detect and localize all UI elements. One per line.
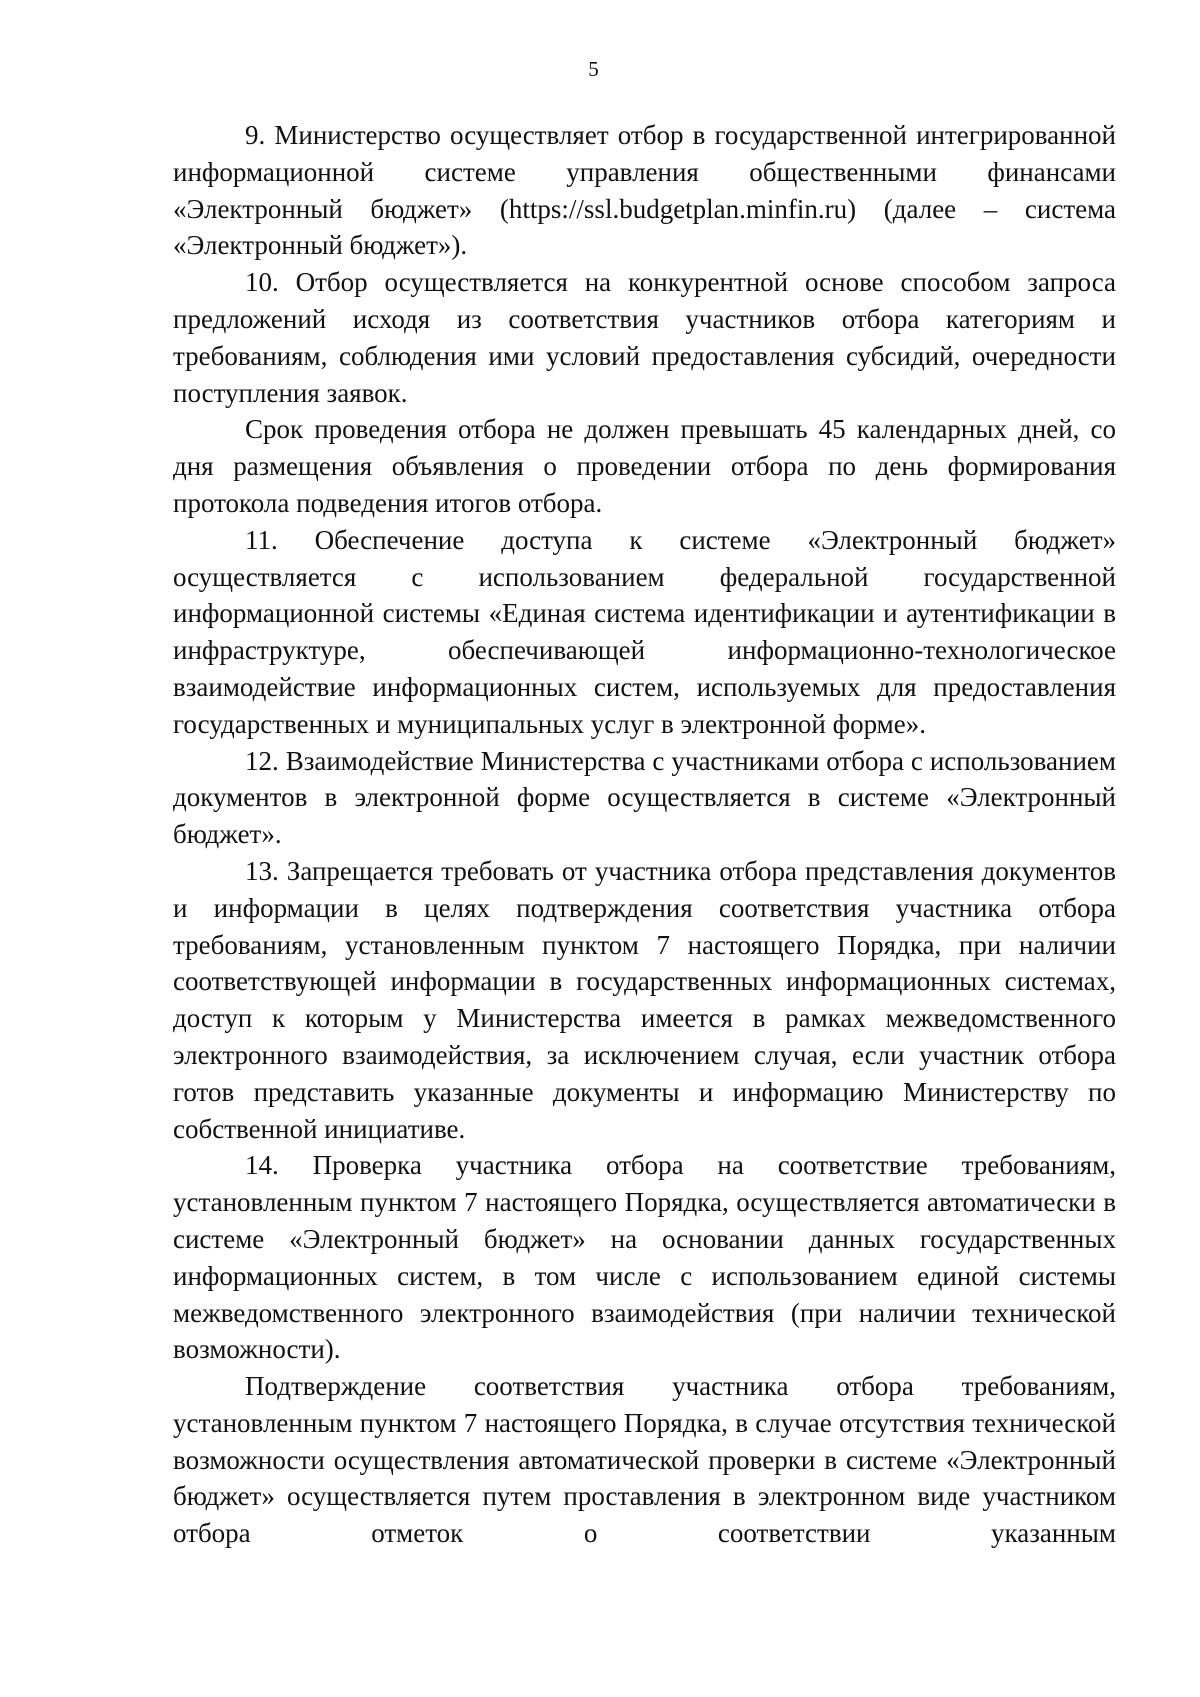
- paragraph-14: 14. Проверка участника отбора на соответствие требованиям, установленным пунктом 7 настоящего Порядка, осуществляется автоматически в системе «Электронный бюджет» на основании данных государственных информационных систем, в том числе с использованием единой системы межведомственного электронного взаимодействия (при наличии технической возможности).: [173, 1150, 1116, 1365]
- paragraph-13: 13. Запрещается требовать от участника отбора представления документов и информации в целях подтверждения соответствия участника отбора требованиям, установленным пунктом 7 настоящего Порядка, при наличии соответствующей информации в государственных информационных системах, доступ к которым у Министерства имеется в рамках межведомственного электронного взаимодействия, за исключением случая, если участник отбора готов представить указанные документы и информацию Министерству по собственной инициативе.: [173, 855, 1116, 1144]
- paragraph-9: 9. Министерство осуществляет отбор в государственной интегрированной информационной системе управления общественными финансами «Электронный бюджет» (https://ssl.budgetplan.minfin.ru) (далее – система «Электронный бюджет»).: [173, 120, 1116, 261]
- paragraph-confirmation: Подтверждение соответствия участника отбора требованиям, установленным пунктом 7 настоящего Порядка, в случае отсутствия технической возможности осуществления автоматической проверки в системе «Электронный бюджет» осуществляется путем проставления в электронном виде участником отбора отметок о соответствии указанным: [173, 1371, 1116, 1549]
- paragraph-selection-period: Срок проведения отбора не должен превышать 45 календарных дней, со дня размещения объявления о проведении отбора по день формирования протокола подведения итогов отбора.: [173, 414, 1116, 518]
- document-body: [173, 117, 1116, 1552]
- page-number: 5: [588, 57, 599, 81]
- paragraph-11: 11. Обеспечение доступа к системе «Электронный бюджет» осуществляется с использованием федеральной государственной информационной системы «Единая система идентификации и аутентификации в инфраструктуре, обеспечивающей информационно-технологическое взаимодействие информационных систем, используемых для предоставления государственных и муниципальных услуг в электронной форме».: [173, 524, 1116, 739]
- paragraph-12: 12. Взаимодействие Министерства с участниками отбора с использованием документов в электронной форме осуществляется в системе «Электронный бюджет».: [173, 745, 1116, 850]
- paragraph-10: 10. Отбор осуществляется на конкурентной основе способом запроса предложений исходя из соответствия участников отбора категориям и требованиям, соблюдения ими условий предоставления субсидий, очередности поступления заявок.: [173, 267, 1116, 408]
